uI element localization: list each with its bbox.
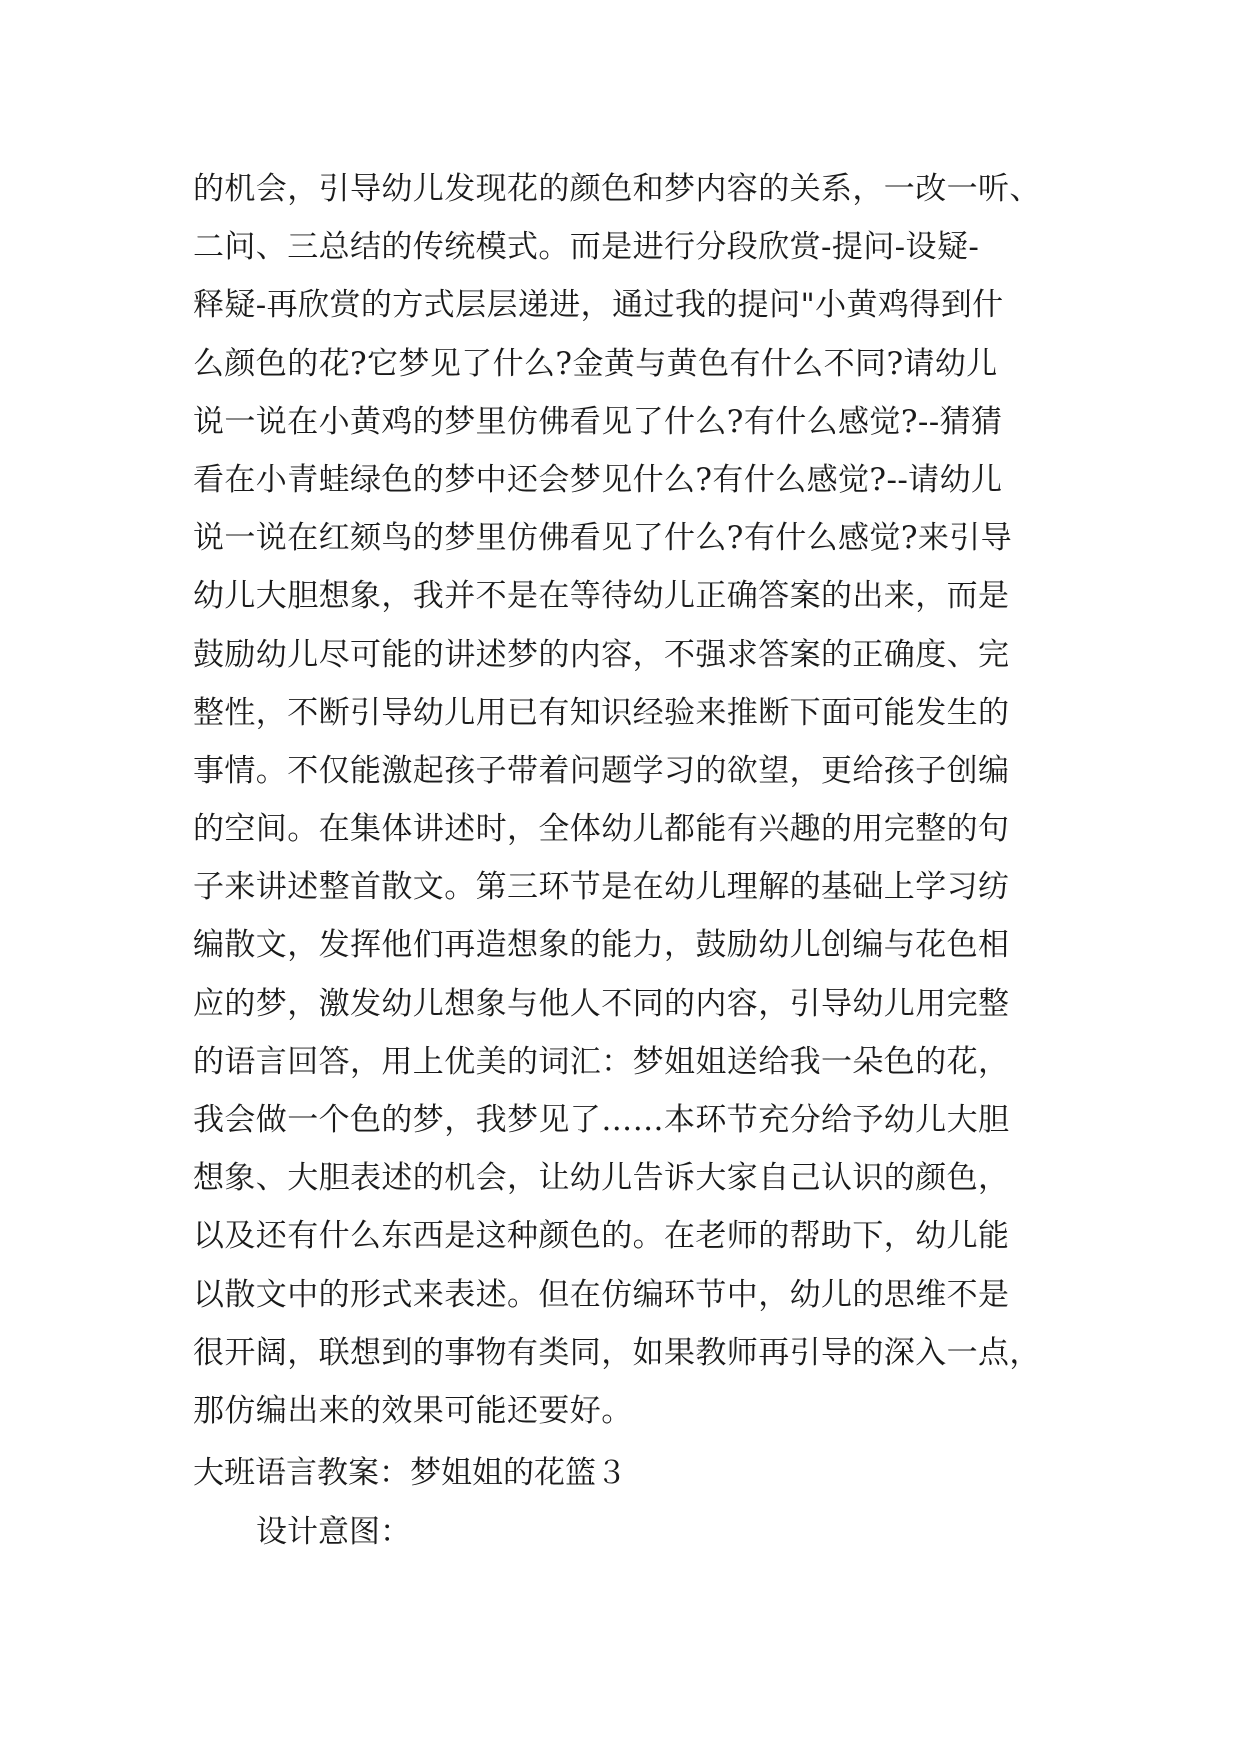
paragraph-line: 整性，不断引导幼儿用已有知识经验来推断下面可能发生的 — [193, 694, 1010, 731]
paragraph-line: 说一说在红颏鸟的梦里仿佛看见了什么?有什么感觉?来引导 — [193, 520, 1013, 557]
paragraph-line: 以及还有什么东西是这种颜色的。在老师的帮助下，幼儿能 — [193, 1218, 1010, 1255]
paragraph-line: 编散文，发挥他们再造想象的能力，鼓励幼儿创编与花色相 — [193, 927, 1010, 964]
paragraph-line: 子来讲述整首散文。第三环节是在幼儿理解的基础上学习纺 — [193, 869, 1010, 906]
section-title: 大班语言教案：梦姐姐的花篮３ — [193, 1455, 627, 1491]
paragraph-line: 很开阔，联想到的事物有类同，如果教师再引导的深入一点， — [193, 1334, 1041, 1371]
paragraph-line: 的空间。在集体讲述时，全体幼儿都能有兴趣的用完整的句 — [193, 811, 1010, 848]
body-paragraph — [193, 160, 1063, 1440]
paragraph-line: 的机会，引导幼儿发现花的颜色和梦内容的关系，一改一听、 — [193, 171, 1041, 207]
paragraph-line: 二问、三总结的传统模式。而是进行分段欣赏-提问-设疑- — [193, 229, 980, 266]
paragraph-line: 释疑-再欣赏的方式层层递进，通过我的提问"小黄鸡得到什 — [193, 287, 1004, 324]
paragraph-line: 以散文中的形式来表述。但在仿编环节中，幼儿的思维不是 — [193, 1276, 1010, 1313]
paragraph-line: 鼓励幼儿尽可能的讲述梦的内容，不强求答案的正确度、完 — [193, 636, 1010, 673]
paragraph-line: 想象、大胆表述的机会，让幼儿告诉大家自己认识的颜色， — [193, 1160, 1010, 1197]
paragraph-line: 么颜色的花?它梦见了什么?金黄与黄色有什么不同?请幼儿 — [193, 345, 998, 382]
paragraph-line: 的语言回答，用上优美的词汇：梦姐姐送给我一朵色的花， — [193, 1043, 1010, 1080]
paragraph-line: 应的梦，激发幼儿想象与他人不同的内容，引导幼儿用完整 — [193, 985, 1010, 1022]
paragraph-line: 看在小青蛙绿色的梦中还会梦见什么?有什么感觉?--请幼儿 — [193, 461, 1003, 498]
paragraph-line: 幼儿大胆想象，我并不是在等待幼儿正确答案的出来，而是 — [193, 578, 1010, 615]
paragraph-line: 那仿编出来的效果可能还要好。 — [193, 1392, 633, 1429]
paragraph-line: 说一说在小黄鸡的梦里仿佛看见了什么?有什么感觉?--猜猜 — [193, 403, 1003, 440]
subsection-label: 设计意图： — [256, 1514, 411, 1550]
paragraph-line: 我会做一个色的梦，我梦见了……本环节充分给予幼儿大胆 — [193, 1102, 1010, 1138]
paragraph-line: 事情。不仅能激起孩子带着问题学习的欲望，更给孩子创编 — [193, 752, 1010, 789]
